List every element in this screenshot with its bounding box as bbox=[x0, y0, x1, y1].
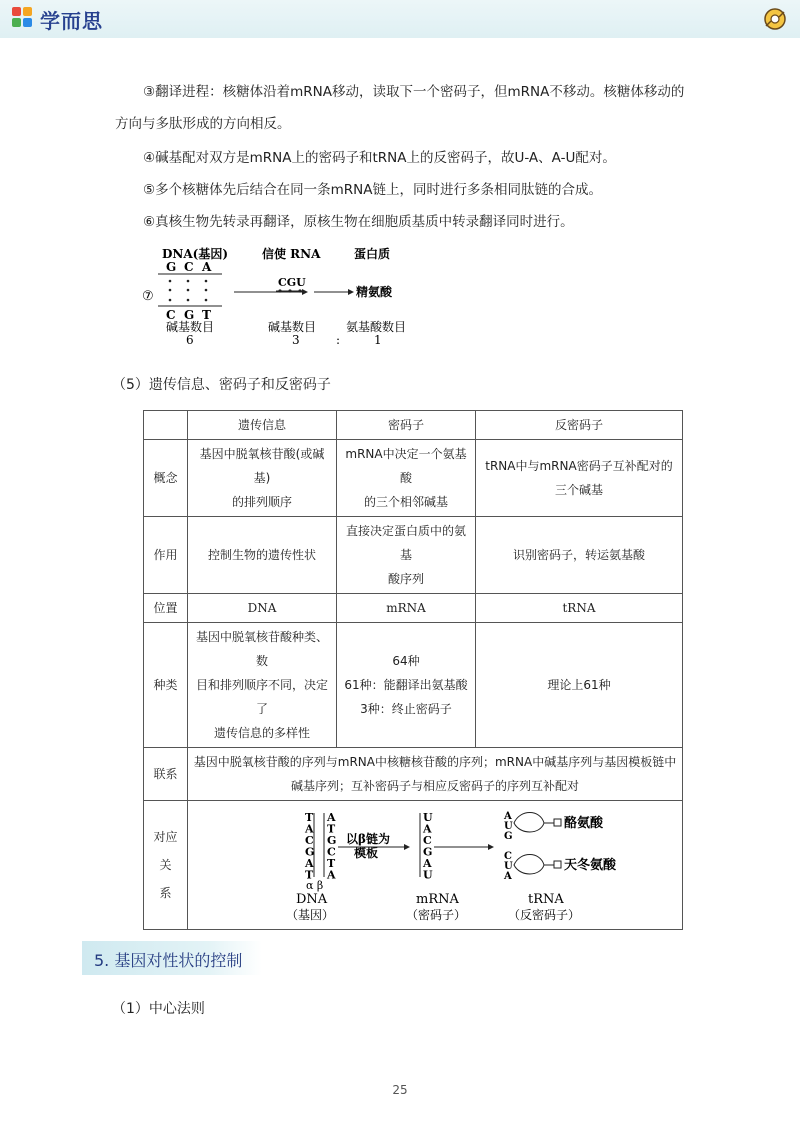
diagram-marker: ⑦ bbox=[142, 289, 154, 304]
table-cell: 控制生物的遗传性状 bbox=[188, 517, 337, 594]
count-label-3: 氨基酸数目 bbox=[346, 320, 407, 334]
header-genetic-info: 遗传信息 bbox=[188, 411, 337, 440]
dna-base-beta: A bbox=[327, 868, 336, 882]
table-cell: 64种 61种：能翻译出氨基酸 3种：终止密码子 bbox=[337, 623, 476, 748]
row-label-relation: 联系 bbox=[144, 748, 188, 801]
trna-2-base: A bbox=[504, 871, 512, 882]
ratio-2: 3 bbox=[292, 333, 300, 347]
bottom-base-3: T bbox=[202, 308, 211, 322]
dna-base-alpha: T bbox=[305, 868, 314, 882]
dna-base-alpha: A bbox=[305, 822, 314, 836]
paragraph-6: ⑥真核生物先转录再翻译，原核生物在细胞质基质中转录翻译同时进行。 bbox=[143, 214, 574, 230]
trna-1-base: A bbox=[504, 811, 512, 822]
trna-2 bbox=[503, 851, 513, 882]
dna-base-alpha: T bbox=[305, 811, 314, 824]
trna-2-loop bbox=[514, 855, 544, 875]
mrna-base: C bbox=[423, 834, 432, 847]
row-label-concept: 概念 bbox=[144, 440, 188, 517]
table-row bbox=[144, 594, 683, 623]
mrna-base: U bbox=[423, 868, 433, 882]
mrna-strand bbox=[422, 811, 433, 882]
table-cell: DNA bbox=[188, 594, 337, 623]
trna-1-aa-box bbox=[554, 819, 561, 826]
dna-strand-alpha bbox=[304, 811, 314, 882]
mrna-base: A bbox=[423, 857, 432, 870]
mrna-base: G bbox=[423, 845, 433, 859]
table-row bbox=[144, 623, 683, 748]
header-anticodon: 反密码子 bbox=[476, 411, 683, 440]
codon-label: CGU bbox=[278, 276, 306, 289]
logo-icon bbox=[12, 7, 36, 31]
table-cell: 识别密码子，转运氨基酸 bbox=[476, 517, 683, 594]
table-header-row bbox=[144, 411, 683, 440]
table-row bbox=[144, 517, 683, 594]
trna-2-aa-box bbox=[554, 861, 561, 868]
brand-name: 学而思 bbox=[40, 8, 103, 33]
dna-base-beta: G bbox=[327, 834, 337, 847]
row-label-types: 种类 bbox=[144, 623, 188, 748]
header-bar bbox=[0, 0, 800, 38]
dna-base-alpha: C bbox=[305, 834, 314, 847]
table-cell: 理论上61种 bbox=[476, 623, 683, 748]
dna-base-beta: T bbox=[327, 857, 336, 870]
table-cell: mRNA中决定一个氨基酸 的三个相邻碱基 bbox=[337, 440, 476, 517]
arrow-label-2: 模板 bbox=[354, 846, 379, 860]
paragraph-3-line-2: 方向与多肽形成的方向相反。 bbox=[115, 116, 291, 132]
bottom-base-1: C bbox=[166, 308, 176, 322]
dna-base-beta: C bbox=[327, 845, 336, 859]
top-base-2: C bbox=[184, 260, 194, 274]
dna-sub: （基因） bbox=[286, 908, 335, 922]
genetic-info-table bbox=[143, 410, 683, 930]
table-cell: mRNA bbox=[337, 594, 476, 623]
brand-logo bbox=[12, 6, 103, 32]
dna-base-beta: A bbox=[327, 811, 336, 824]
table-cell: 基因中脱氧核苷酸种类、数 目和排列顺序不同，决定了 遗传信息的多样性 bbox=[188, 623, 337, 748]
bottom-base-2: G bbox=[184, 308, 195, 322]
amino-acid-2: 天冬氨酸 bbox=[564, 858, 617, 873]
section-title: 5. 基因对性状的控制 bbox=[94, 951, 243, 970]
trna-1-base: G bbox=[504, 831, 513, 842]
top-base-1: G bbox=[166, 260, 177, 274]
trna-2-base: U bbox=[504, 861, 513, 872]
table-row bbox=[144, 801, 683, 930]
amino-acid: 精氨酸 bbox=[356, 285, 393, 299]
mrna-sub: （密码子） bbox=[406, 908, 467, 922]
paragraph-4: ④碱基配对双方是mRNA上的密码子和tRNA上的反密码子，故U-A、A-U配对。 bbox=[143, 150, 616, 166]
count-label-1: 碱基数目 bbox=[166, 320, 215, 334]
table-cell: tRNA中与mRNA密码子互补配对的 三个碱基 bbox=[476, 440, 683, 517]
table-cell: 基因中脱氧核苷酸(或碱基) 的排列顺序 bbox=[188, 440, 337, 517]
table-corner-cell bbox=[144, 411, 188, 440]
dna-base-alpha: A bbox=[305, 857, 314, 870]
pairing-dots bbox=[169, 280, 208, 302]
protein-label: 蛋白质 bbox=[354, 247, 391, 261]
mrna-caption: mRNA bbox=[416, 892, 459, 907]
page-number: 25 bbox=[392, 1083, 408, 1097]
trna-1-base: U bbox=[504, 821, 513, 832]
gear-badge-icon bbox=[762, 6, 788, 36]
dna-base-alpha: G bbox=[305, 845, 315, 859]
trna-sub: （反密码子） bbox=[508, 908, 581, 922]
ratio-1: 6 bbox=[186, 333, 194, 347]
row-label-correspondence: 对应关 系 bbox=[144, 801, 188, 930]
paragraph-3-line-1: ③翻译进程：核糖体沿着mRNA移动，读取下一个密码子，但mRNA不移动。核糖体移动的 bbox=[143, 84, 685, 100]
dna-caption: DNA bbox=[296, 892, 328, 907]
header-codon: 密码子 bbox=[337, 411, 476, 440]
mrna-base: U bbox=[423, 811, 433, 824]
trna-1-loop bbox=[514, 813, 544, 833]
top-base-3: A bbox=[202, 260, 212, 274]
correspondence-diagram bbox=[188, 801, 682, 929]
trna-2-base: C bbox=[504, 851, 512, 862]
mrna-base: A bbox=[423, 822, 432, 836]
paragraph-5: ⑤多个核糖体先后结合在同一条mRNA链上，同时进行多条相同肽链的合成。 bbox=[143, 182, 602, 198]
dna-base-beta: T bbox=[327, 822, 336, 836]
subsection-title: （5）遗传信息、密码子和反密码子 bbox=[112, 377, 331, 393]
section-banner bbox=[82, 941, 262, 975]
section-subtitle: （1）中心法则 bbox=[112, 1001, 205, 1017]
arrow-label-1: 以β链为 bbox=[346, 832, 390, 846]
mrna-label: 信使 RNA bbox=[262, 247, 321, 261]
dna-label: DNA(基因) bbox=[162, 247, 229, 261]
count-label-2: 碱基数目 bbox=[268, 320, 317, 334]
alpha-beta-label: α β bbox=[306, 879, 324, 892]
trna-caption: tRNA bbox=[528, 892, 564, 907]
table-cell: 直接决定蛋白质中的氨基 酸序列 bbox=[337, 517, 476, 594]
relation-cell: 基因中脱氧核苷酸的序列与mRNA中核糖核苷酸的序列；mRNA中碱基序列与基因模板链中 碱基序列；互补密码子与相应反密码子的序列互补配对 bbox=[188, 748, 683, 801]
ratio-sep: : bbox=[336, 333, 341, 347]
table-row bbox=[144, 440, 683, 517]
amino-acid-1: 酪氨酸 bbox=[564, 816, 604, 831]
correspondence-cell bbox=[188, 801, 683, 930]
dna-strand-beta bbox=[326, 811, 336, 882]
translation-diagram bbox=[138, 244, 428, 348]
row-label-function: 作用 bbox=[144, 517, 188, 594]
trna-1 bbox=[503, 811, 513, 842]
table-row bbox=[144, 748, 683, 801]
table-cell: tRNA bbox=[476, 594, 683, 623]
row-label-location: 位置 bbox=[144, 594, 188, 623]
ratio-3: 1 bbox=[374, 333, 382, 347]
